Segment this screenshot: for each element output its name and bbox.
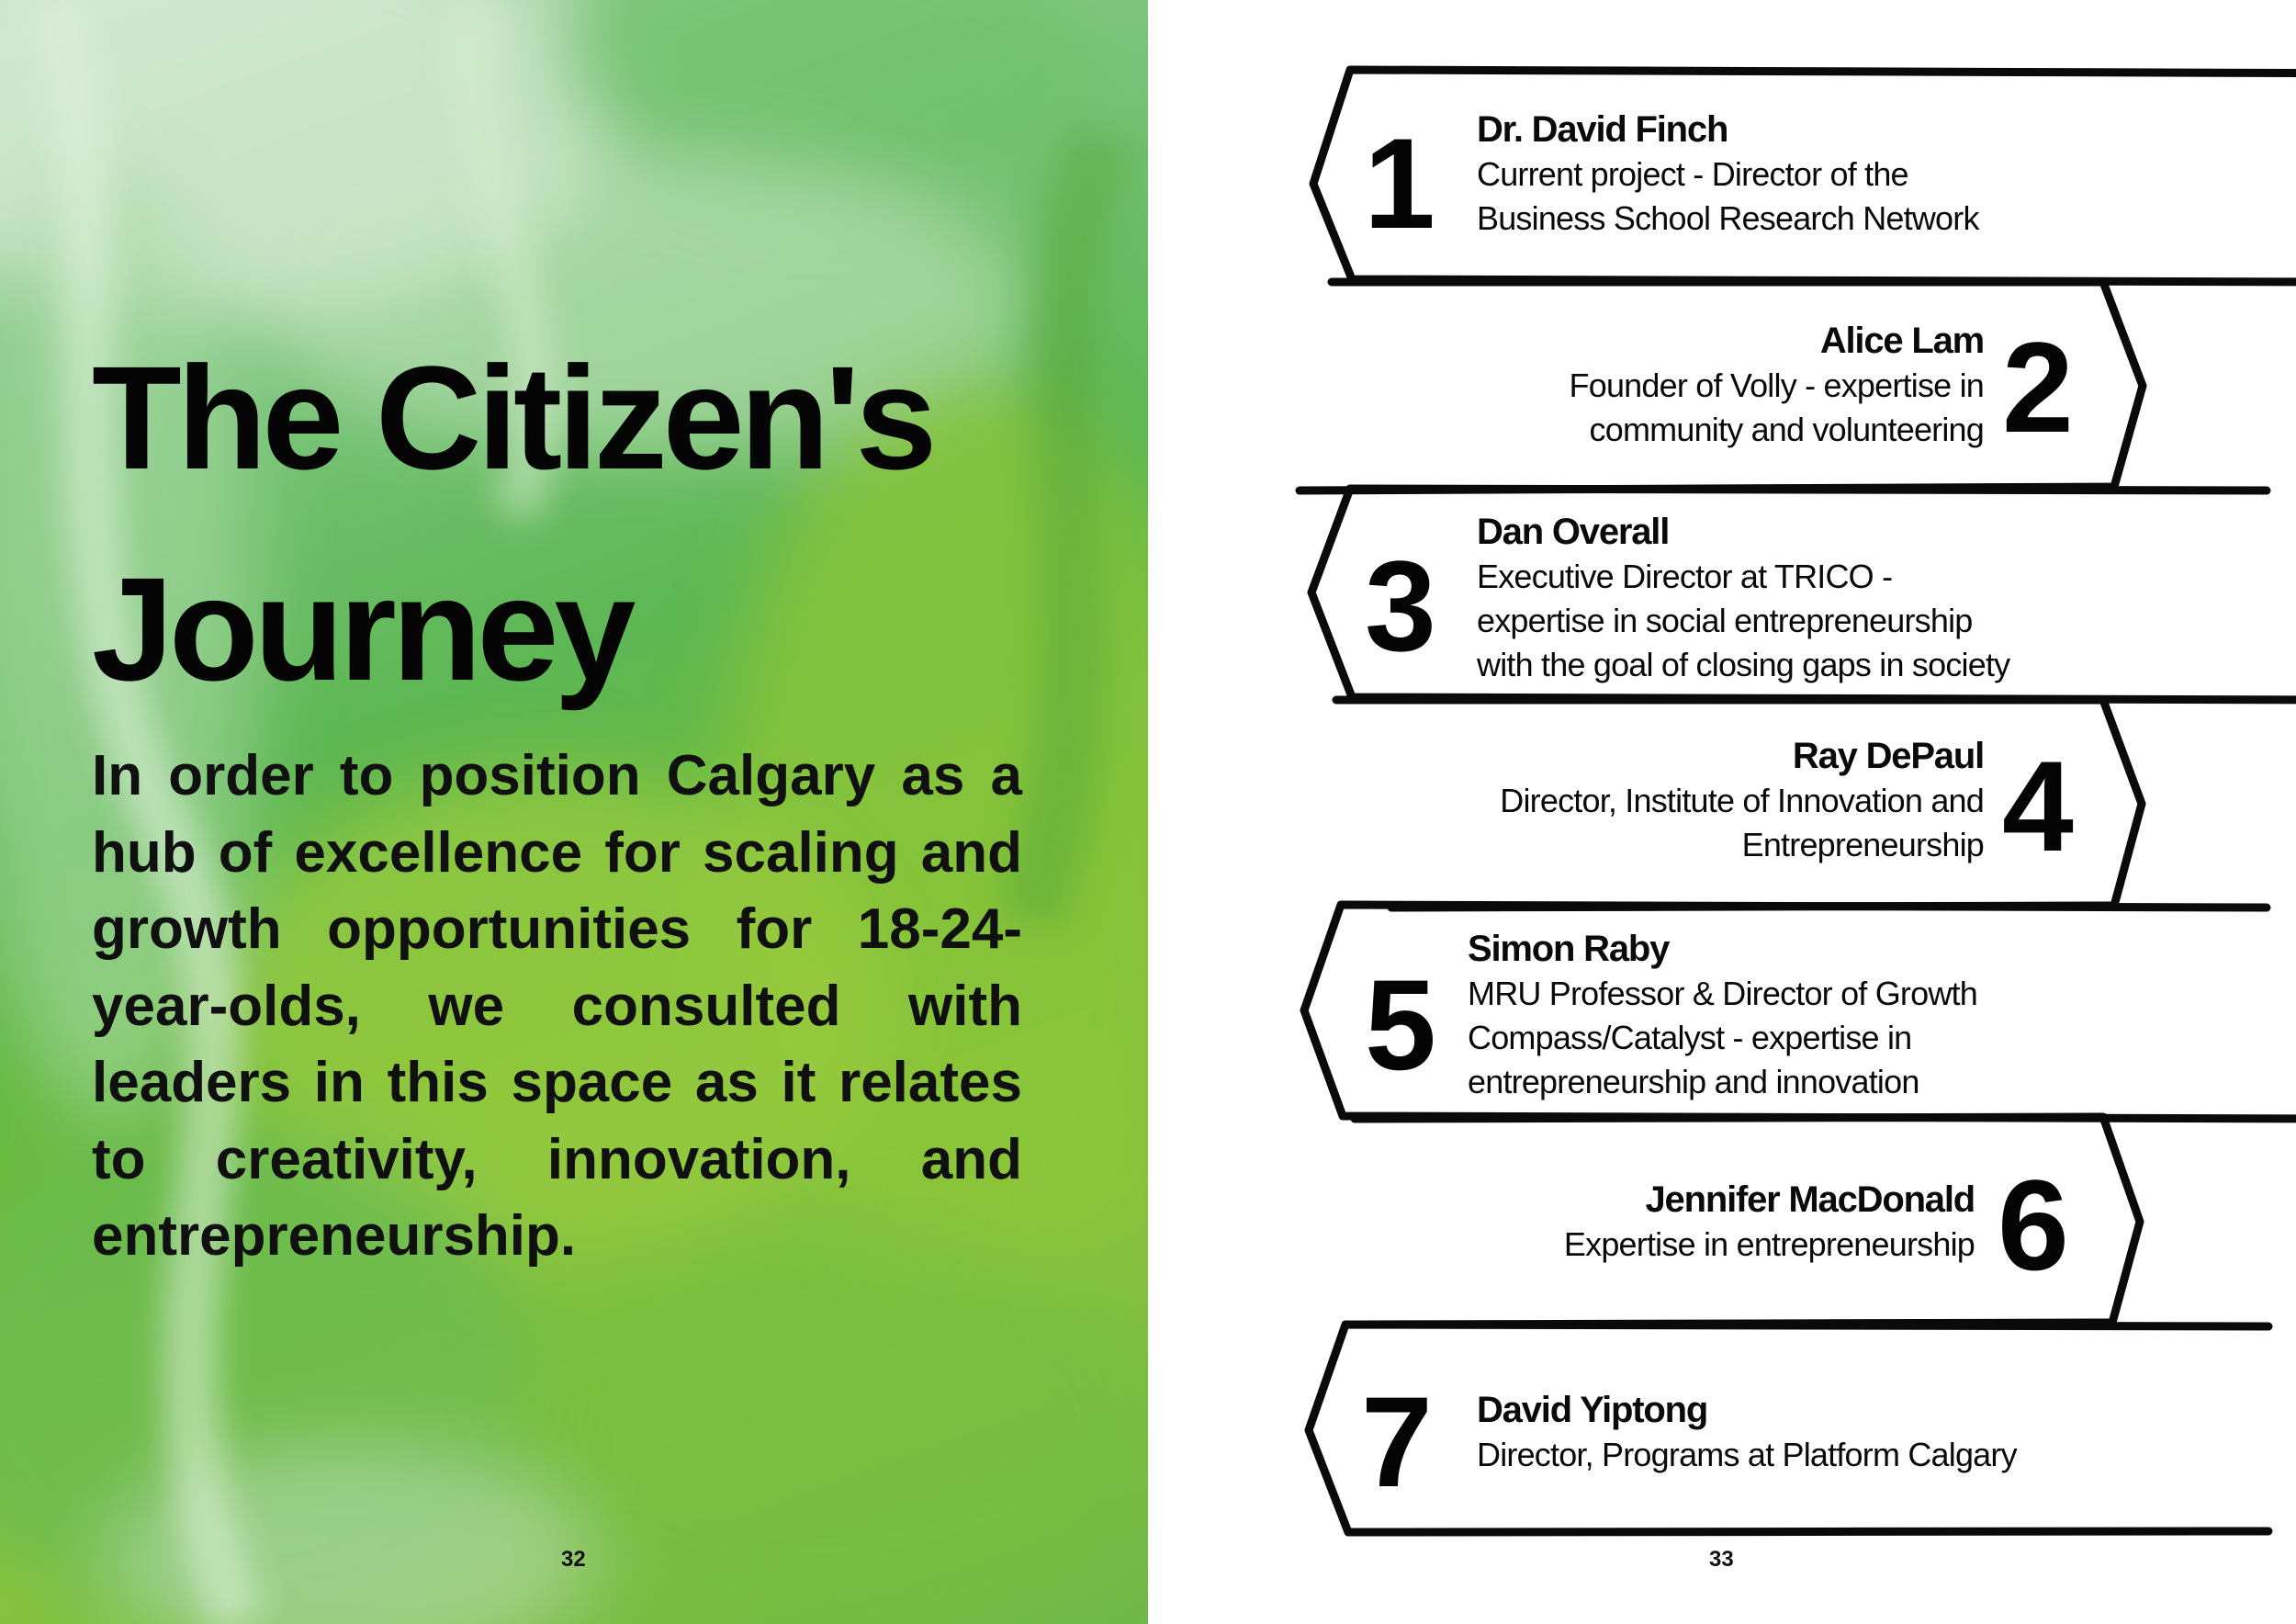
entry-role-line: Business School Research Network — [1477, 199, 1979, 237]
entry-3 — [1477, 509, 2009, 687]
entry-name: Simon Raby — [1468, 929, 1670, 969]
step-number-4: 4 — [2002, 734, 2070, 878]
entry-7 — [1477, 1387, 2017, 1477]
step-number-1: 1 — [1364, 111, 1432, 255]
entry-role-line: with the goal of closing gaps in society — [1477, 646, 2010, 683]
entry-role-line: Executive Director at TRICO - — [1477, 558, 1893, 595]
step-number-3: 3 — [1365, 534, 1433, 678]
entry-role-line: entrepreneurship and innovation — [1468, 1063, 1919, 1100]
entry-2 — [1570, 318, 1984, 452]
page-number-right: 33 — [1709, 1547, 1734, 1572]
title-line-2: Journey — [92, 547, 632, 711]
entry-name: Dr. David Finch — [1477, 109, 1728, 150]
step-number-5: 5 — [1365, 953, 1433, 1097]
entry-role-line: community and volunteering — [1589, 411, 1984, 448]
step-number-2: 2 — [2002, 315, 2070, 459]
entry-5 — [1468, 926, 1977, 1104]
step-number-7: 7 — [1361, 1370, 1429, 1514]
title-line-1: The Citizen's — [92, 335, 933, 500]
entry-name: Jennifer MacDonald — [1645, 1179, 1975, 1220]
entry-1 — [1477, 107, 1979, 241]
entry-role-line: Entrepreneurship — [1741, 826, 1984, 863]
page-title — [92, 312, 1102, 735]
entry-role-line: Compass/Catalyst - expertise in — [1468, 1019, 1912, 1056]
entry-4 — [1500, 733, 1984, 867]
entry-role-line: Founder of Volly - expertise in — [1569, 367, 1984, 404]
entry-name: Dan Overall — [1477, 512, 1670, 552]
intro-paragraph: In order to position Calgary as a hub of excellence for scaling and growth opportunities for 18-24-year-olds, we consulted with leaders in this space as it relates to creativity, innovation, and entrepreneurship. — [92, 744, 1022, 1268]
entry-role-line: MRU Professor & Director of Growth — [1468, 975, 1977, 1012]
entry-name: Ray DePaul — [1792, 736, 1984, 776]
right-page — [1148, 0, 2296, 1624]
entry-role-line: Director, Institute of Innovation and — [1500, 782, 1984, 819]
entry-role-line: Current project - Director of the — [1477, 155, 1908, 193]
entry-name: Alice Lam — [1819, 321, 1984, 361]
page-number-left: 32 — [561, 1547, 586, 1572]
entry-6 — [1564, 1177, 1975, 1267]
step-number-6: 6 — [1998, 1153, 2065, 1297]
entry-role-line: Expertise in entrepreneurship — [1563, 1225, 1975, 1263]
entry-name: David Yiptong — [1477, 1390, 1708, 1430]
entry-role-line: Director, Programs at Platform Calgary — [1477, 1436, 2017, 1473]
entry-role-line: expertise in social entrepreneurship — [1477, 602, 1973, 639]
